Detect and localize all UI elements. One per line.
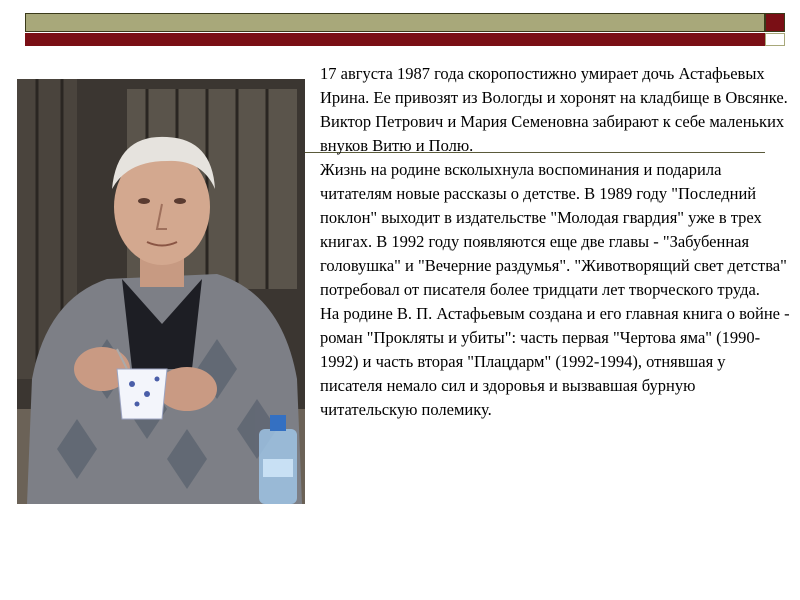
header-red-bar <box>25 33 765 46</box>
header-corner-olive-square <box>765 33 785 46</box>
portrait-photo <box>17 79 305 504</box>
paragraph-1: 17 августа 1987 года скоропостижно умирает дочь Астафьевых Ирина. Ее привозят из Вологды и хоронят на кладбище в Овсянке. Виктор Петрович и Мария Семеновна забирают к себе маленьких внуков Витю и Полю. <box>320 64 788 155</box>
header-olive-bar <box>25 13 765 32</box>
paragraph-3: На родине В. П. Астафьевым создана и его главная книга о войне - роман "Прокляты и убиты": часть первая "Чертова яма" (1990-1992) и часть вторая "Плацдарм" (1992-1994), отнявшая у писателя немало сил и здоровья и вызвавшая бурную читательскую полемику. <box>320 304 790 419</box>
paragraph-2: Жизнь на родине всколыхнула воспоминания и подарила читателям новые рассказы о детстве. В 1989 году "Последний поклон" выходит в издательстве "Молодая гвардия" уже в трех книгах. В 1992 году появляются еще две главы - "Забубенная головушка" и "Вечерние раздумья". "Животворящий свет детства" потребовал от писателя более тридцати лет творческого труда. <box>320 160 787 299</box>
main-text <box>320 62 790 422</box>
header-corner-red-square <box>765 13 785 32</box>
